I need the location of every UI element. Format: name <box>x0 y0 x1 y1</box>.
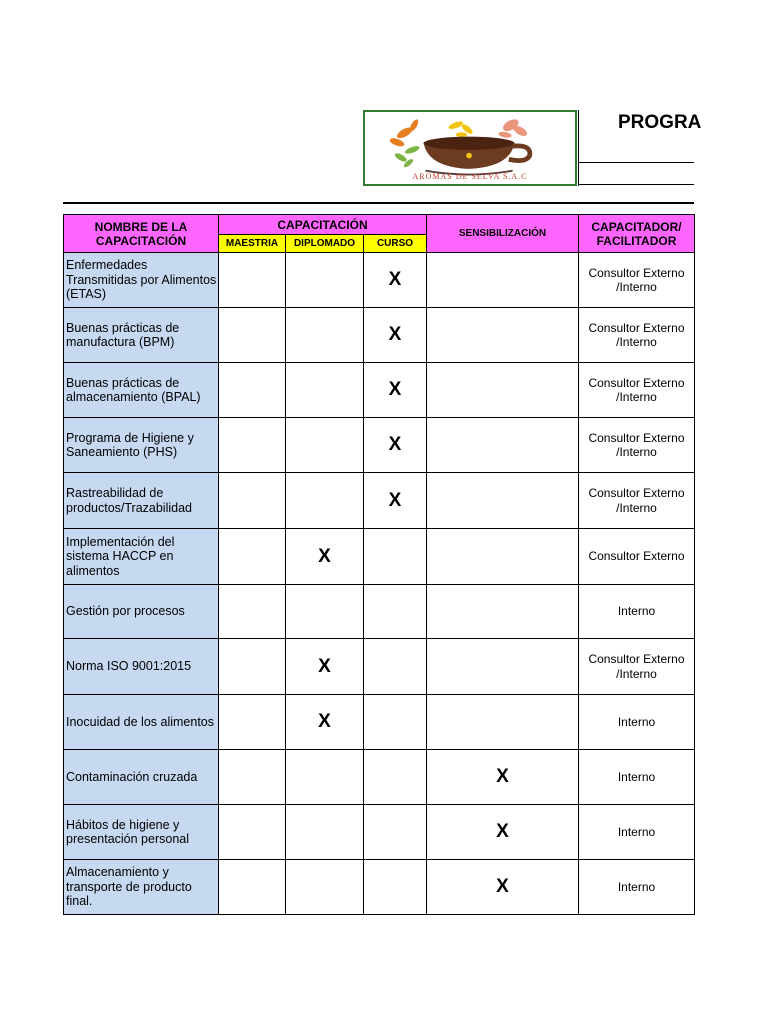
maestria-mark <box>219 418 286 473</box>
training-name: Programa de Higiene y Saneamiento (PHS) <box>64 418 219 473</box>
sensibilizacion-mark <box>427 253 579 308</box>
title-box-divider <box>578 110 579 186</box>
curso-mark <box>364 529 427 585</box>
header-curso: CURSO <box>364 235 427 253</box>
capacitador-cell: Consultor Externo /Interno <box>579 639 695 695</box>
logo-text: AROMAS DE SELVA S.A.C <box>412 172 528 181</box>
capacitador-cell: Interno <box>579 750 695 805</box>
training-name: Enfermedades Transmitidas por Alimentos (ETAS) <box>64 253 219 308</box>
curso-mark <box>364 639 427 695</box>
capacitador-cell: Interno <box>579 585 695 639</box>
table-row <box>64 860 695 915</box>
diplomado-mark: X <box>286 639 364 695</box>
training-name: Buenas prácticas de almacenamiento (BPAL) <box>64 363 219 418</box>
curso-mark <box>364 805 427 860</box>
capacitador-cell: Consultor Externo /Interno <box>579 308 695 363</box>
diplomado-mark <box>286 585 364 639</box>
maestria-mark <box>219 805 286 860</box>
table-row <box>64 253 695 308</box>
maestria-mark <box>219 750 286 805</box>
curso-mark: X <box>364 418 427 473</box>
maestria-mark <box>219 253 286 308</box>
table-row <box>64 418 695 473</box>
capacitador-cell: Consultor Externo /Interno <box>579 473 695 529</box>
sensibilizacion-mark <box>427 585 579 639</box>
diplomado-mark <box>286 253 364 308</box>
diplomado-mark <box>286 418 364 473</box>
sensibilizacion-mark <box>427 639 579 695</box>
header-capacitador: CAPACITADOR/ FACILITADOR <box>579 215 695 253</box>
maestria-mark <box>219 363 286 418</box>
header-maestria: MAESTRIA <box>219 235 286 253</box>
maestria-mark <box>219 308 286 363</box>
maestria-mark <box>219 529 286 585</box>
training-name: Buenas prácticas de manufactura (BPM) <box>64 308 219 363</box>
table-row <box>64 585 695 639</box>
sensibilizacion-mark <box>427 363 579 418</box>
training-name: Gestión por procesos <box>64 585 219 639</box>
sensibilizacion-mark <box>427 695 579 750</box>
table-row <box>64 363 695 418</box>
maestria-mark <box>219 695 286 750</box>
maestria-mark <box>219 860 286 915</box>
diplomado-mark <box>286 860 364 915</box>
capacitador-cell: Interno <box>579 695 695 750</box>
sensibilizacion-mark <box>427 529 579 585</box>
capacitador-cell: Consultor Externo /Interno <box>579 418 695 473</box>
curso-mark <box>364 585 427 639</box>
curso-mark <box>364 750 427 805</box>
training-program-table <box>63 214 695 915</box>
maestria-mark <box>219 639 286 695</box>
curso-mark: X <box>364 473 427 529</box>
table-row <box>64 473 695 529</box>
training-name: Hábitos de higiene y presentación personal <box>64 805 219 860</box>
curso-mark: X <box>364 363 427 418</box>
title-line-1 <box>578 162 694 163</box>
capacitador-cell: Consultor Externo /Interno <box>579 253 695 308</box>
capacitador-cell: Interno <box>579 805 695 860</box>
table-body <box>64 215 695 915</box>
sensibilizacion-mark: X <box>427 805 579 860</box>
curso-mark <box>364 860 427 915</box>
table-row <box>64 750 695 805</box>
document-title: PROGRA <box>618 112 702 133</box>
diplomado-mark <box>286 473 364 529</box>
header-rule <box>63 202 694 204</box>
diplomado-mark: X <box>286 695 364 750</box>
header-capacitacion: CAPACITACIÓN <box>219 215 427 235</box>
table-row <box>64 308 695 363</box>
header-diplomado: DIPLOMADO <box>286 235 364 253</box>
table-row <box>64 639 695 695</box>
curso-mark: X <box>364 253 427 308</box>
training-name: Inocuidad de los alimentos <box>64 695 219 750</box>
diplomado-mark: X <box>286 529 364 585</box>
curso-mark <box>364 695 427 750</box>
maestria-mark <box>219 585 286 639</box>
curso-mark: X <box>364 308 427 363</box>
table-row <box>64 805 695 860</box>
training-name: Rastreabilidad de productos/Trazabilidad <box>64 473 219 529</box>
capacitador-cell: Consultor Externo <box>579 529 695 585</box>
training-name: Contaminación cruzada <box>64 750 219 805</box>
capacitador-cell: Consultor Externo /Interno <box>579 363 695 418</box>
table-row <box>64 695 695 750</box>
sensibilizacion-mark <box>427 308 579 363</box>
sensibilizacion-mark: X <box>427 860 579 915</box>
diplomado-mark <box>286 750 364 805</box>
diplomado-mark <box>286 363 364 418</box>
sensibilizacion-mark: X <box>427 750 579 805</box>
company-logo <box>363 110 577 186</box>
capacitador-cell: Interno <box>579 860 695 915</box>
diplomado-mark <box>286 308 364 363</box>
title-line-2 <box>578 184 694 185</box>
maestria-mark <box>219 473 286 529</box>
sensibilizacion-mark <box>427 418 579 473</box>
sensibilizacion-mark <box>427 473 579 529</box>
training-name: Implementación del sistema HACCP en alimentos <box>64 529 219 585</box>
header-sensibilizacion: SENSIBILIZACIÓN <box>427 215 579 253</box>
training-name: Norma ISO 9001:2015 <box>64 639 219 695</box>
header-nombre: NOMBRE DE LA CAPACITACIÓN <box>64 215 219 253</box>
training-name: Almacenamiento y transporte de producto final. <box>64 860 219 915</box>
diplomado-mark <box>286 805 364 860</box>
table-row <box>64 529 695 585</box>
